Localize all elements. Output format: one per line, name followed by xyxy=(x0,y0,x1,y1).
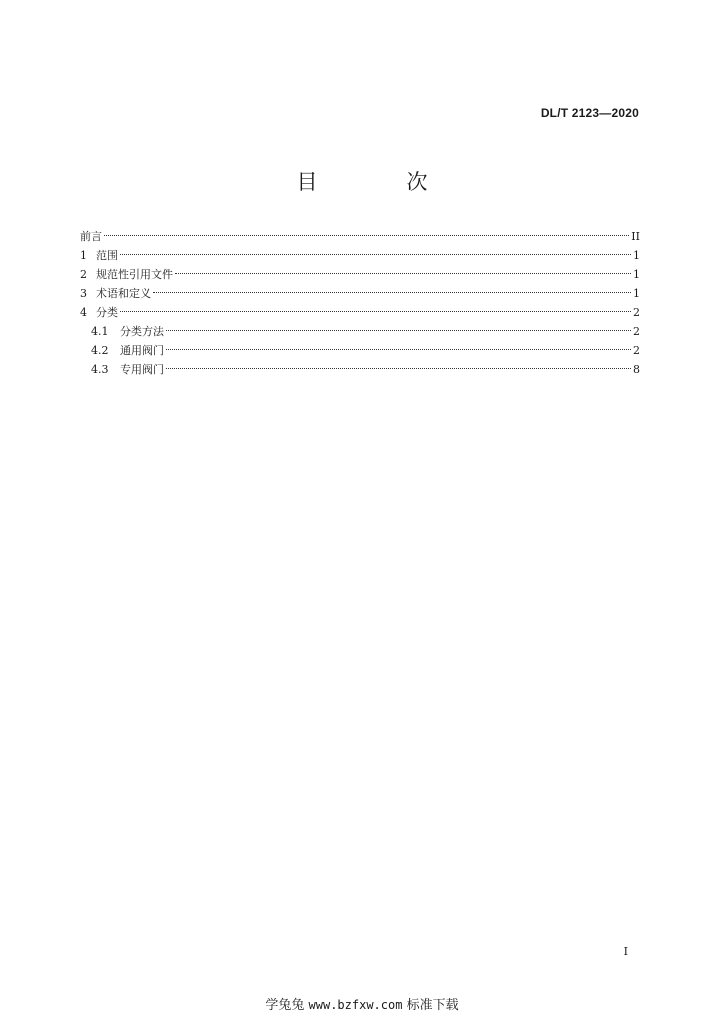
toc-entry-label: 前言 xyxy=(80,230,102,243)
toc-entry-general-valves[interactable] xyxy=(80,341,640,360)
toc-entry-special-valves[interactable] xyxy=(80,360,640,379)
footer-url[interactable]: www.bzfxw.com xyxy=(308,998,403,1012)
toc-entry-label: 分类 xyxy=(96,306,118,319)
footer-prefix: 学兔兔 xyxy=(265,998,305,1013)
toc-entry-page: 1 xyxy=(633,249,640,262)
toc-entry-page: 1 xyxy=(633,287,640,300)
toc-entry-normative-references[interactable] xyxy=(80,265,640,284)
toc-entry-label: 通用阀门 xyxy=(120,344,164,357)
toc-entry-page: II xyxy=(631,230,640,243)
page-number: I xyxy=(623,945,628,958)
toc-entry-preface[interactable] xyxy=(80,227,640,246)
leader-dots xyxy=(166,368,631,369)
toc-entry-page: 1 xyxy=(633,268,640,281)
page-title: 目 次 xyxy=(296,170,462,194)
toc-entry-number: 4.1 xyxy=(91,325,109,338)
toc-entry-label: 分类方法 xyxy=(120,325,164,338)
toc-entry-number: 4.2 xyxy=(91,344,109,357)
leader-dots xyxy=(104,235,629,236)
toc-entry-page: 8 xyxy=(633,363,640,376)
leader-dots xyxy=(153,292,631,293)
leader-dots xyxy=(120,254,631,255)
leader-dots xyxy=(175,273,631,274)
leader-dots xyxy=(166,330,631,331)
toc-entry-page: 2 xyxy=(633,344,640,357)
toc-entry-number: 1 xyxy=(80,249,87,262)
toc-entry-number: 2 xyxy=(80,268,87,281)
toc-entry-label: 范围 xyxy=(96,249,118,262)
toc-entry-label: 术语和定义 xyxy=(96,287,151,300)
toc-entry-page: 2 xyxy=(633,306,640,319)
toc-entry-terms-definitions[interactable] xyxy=(80,284,640,303)
footer-watermark xyxy=(0,994,724,1013)
leader-dots xyxy=(166,349,631,350)
standard-code: DL/T 2123—2020 xyxy=(540,106,639,120)
toc-entry-scope[interactable] xyxy=(80,246,640,265)
toc-entry-number: 3 xyxy=(80,287,87,300)
leader-dots xyxy=(120,311,631,312)
toc-entry-label: 专用阀门 xyxy=(120,363,164,376)
table-of-contents xyxy=(80,227,640,379)
toc-entry-number: 4.3 xyxy=(91,363,109,376)
toc-entry-classification[interactable] xyxy=(80,303,640,322)
toc-entry-classification-method[interactable] xyxy=(80,322,640,341)
toc-entry-page: 2 xyxy=(633,325,640,338)
toc-entry-number: 4 xyxy=(80,306,87,319)
toc-entry-label: 规范性引用文件 xyxy=(96,268,173,281)
footer-suffix: 标准下载 xyxy=(406,998,459,1013)
